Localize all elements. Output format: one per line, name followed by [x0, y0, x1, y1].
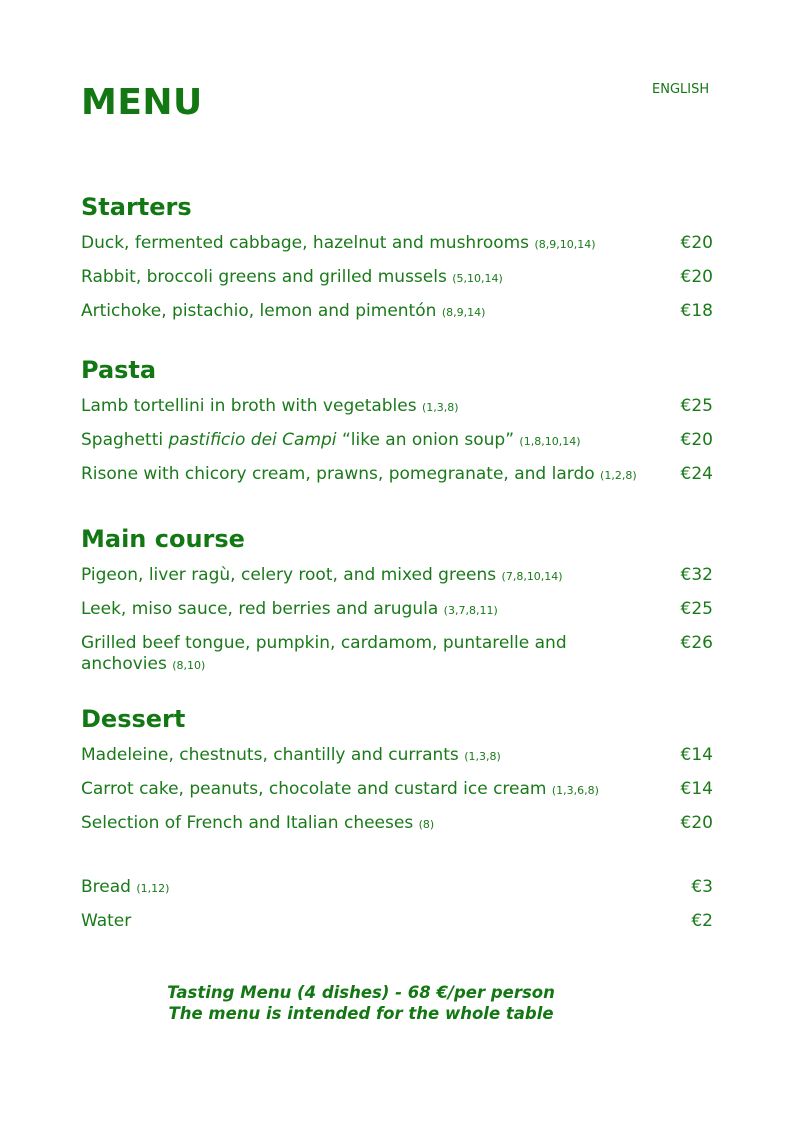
- menu-item: [81, 633, 713, 676]
- dish-name: Pigeon, liver ragù, celery root, and mixed greens: [81, 565, 497, 585]
- dish-name: Selection of French and Italian cheeses: [81, 813, 414, 833]
- dish-name: Duck, fermented cabbage, hazelnut and mushrooms: [81, 233, 530, 253]
- menu-item: [81, 745, 713, 767]
- allergen-codes: (1,3,8): [464, 750, 501, 763]
- dish-price: €20: [680, 813, 713, 833]
- menu-item: [81, 599, 713, 621]
- section-main-course: [81, 525, 713, 688]
- allergen-codes: (3,7,8,11): [443, 604, 498, 617]
- dish-price: €14: [680, 779, 713, 799]
- section-title: Pasta: [81, 356, 157, 384]
- menu-item: [81, 464, 713, 486]
- menu-item: [81, 396, 713, 418]
- dish-price: €32: [680, 565, 713, 585]
- allergen-codes: (1,8,10,14): [519, 435, 581, 448]
- dish-price: €26: [680, 633, 713, 653]
- dish-name-prefix: Spaghetti: [81, 430, 169, 450]
- dish-price: €20: [680, 430, 713, 450]
- dish-name: Rabbit, broccoli greens and grilled mussels: [81, 267, 447, 287]
- allergen-codes: (1,3,6,8): [551, 784, 599, 797]
- menu-item: [81, 430, 713, 452]
- whole-table-note: The menu is intended for the whole table: [168, 1004, 554, 1023]
- menu-item: [81, 565, 713, 587]
- section-title: Main course: [81, 525, 245, 553]
- language-label: ENGLISH: [652, 82, 710, 97]
- allergen-codes: (8,9,14): [441, 306, 486, 319]
- tasting-menu-note: [0, 982, 722, 1024]
- allergen-codes: (8,10): [172, 659, 206, 672]
- allergen-codes: (8,9,10,14): [534, 238, 596, 251]
- dish-name: Carrot cake, peanuts, chocolate and custard ice cream: [81, 779, 547, 799]
- allergen-codes: (5,10,14): [452, 272, 503, 285]
- allergen-codes: (1,3,8): [422, 401, 459, 414]
- section-title: Starters: [81, 193, 192, 221]
- dish-price: €25: [680, 396, 713, 416]
- dish-price: €20: [680, 267, 713, 287]
- tasting-menu-line: Tasting Menu (4 dishes) - 68 €/per person: [167, 983, 555, 1002]
- dish-price: €24: [680, 464, 713, 484]
- item-price: €3: [691, 877, 713, 897]
- dish-name: Artichoke, pistachio, lemon and pimentón: [81, 301, 437, 321]
- section-pasta: [81, 356, 713, 498]
- section-title: Dessert: [81, 705, 186, 733]
- dish-price: €18: [680, 301, 713, 321]
- dish-name: Grilled beef tongue, pumpkin, cardamom, puntarelle and anchovies: [81, 633, 567, 674]
- dish-name: Lamb tortellini in broth with vegetables: [81, 396, 417, 416]
- menu-item: [81, 267, 713, 289]
- item-name: Bread: [81, 877, 131, 897]
- dish-name-italic: pastificio dei Campi: [168, 430, 337, 450]
- dish-price: €25: [680, 599, 713, 619]
- dish-name: Leek, miso sauce, red berries and arugula: [81, 599, 439, 619]
- section-dessert: [81, 705, 713, 847]
- allergen-codes: (1,12): [136, 882, 170, 895]
- dish-price: €14: [680, 745, 713, 765]
- item-price: €2: [691, 911, 713, 931]
- dish-name-suffix: “like an onion soup”: [336, 430, 515, 450]
- allergen-codes: (1,2,8): [600, 469, 637, 482]
- menu-item: [81, 779, 713, 801]
- item-name: Water: [81, 911, 132, 931]
- menu-item: [81, 813, 713, 835]
- allergen-codes: (8): [418, 818, 435, 831]
- dish-price: €20: [680, 233, 713, 253]
- dish-name: Risone with chicory cream, prawns, pomegranate, and lardo: [81, 464, 595, 484]
- menu-item: [81, 301, 713, 323]
- dish-name: Madeleine, chestnuts, chantilly and currants: [81, 745, 459, 765]
- section-starters: [81, 193, 713, 335]
- menu-title: MENU: [81, 82, 203, 123]
- allergen-codes: (7,8,10,14): [501, 570, 563, 583]
- menu-item-water: [81, 911, 713, 932]
- menu-item-bread: [81, 877, 713, 899]
- section-extras: [81, 877, 713, 944]
- menu-item: [81, 233, 713, 255]
